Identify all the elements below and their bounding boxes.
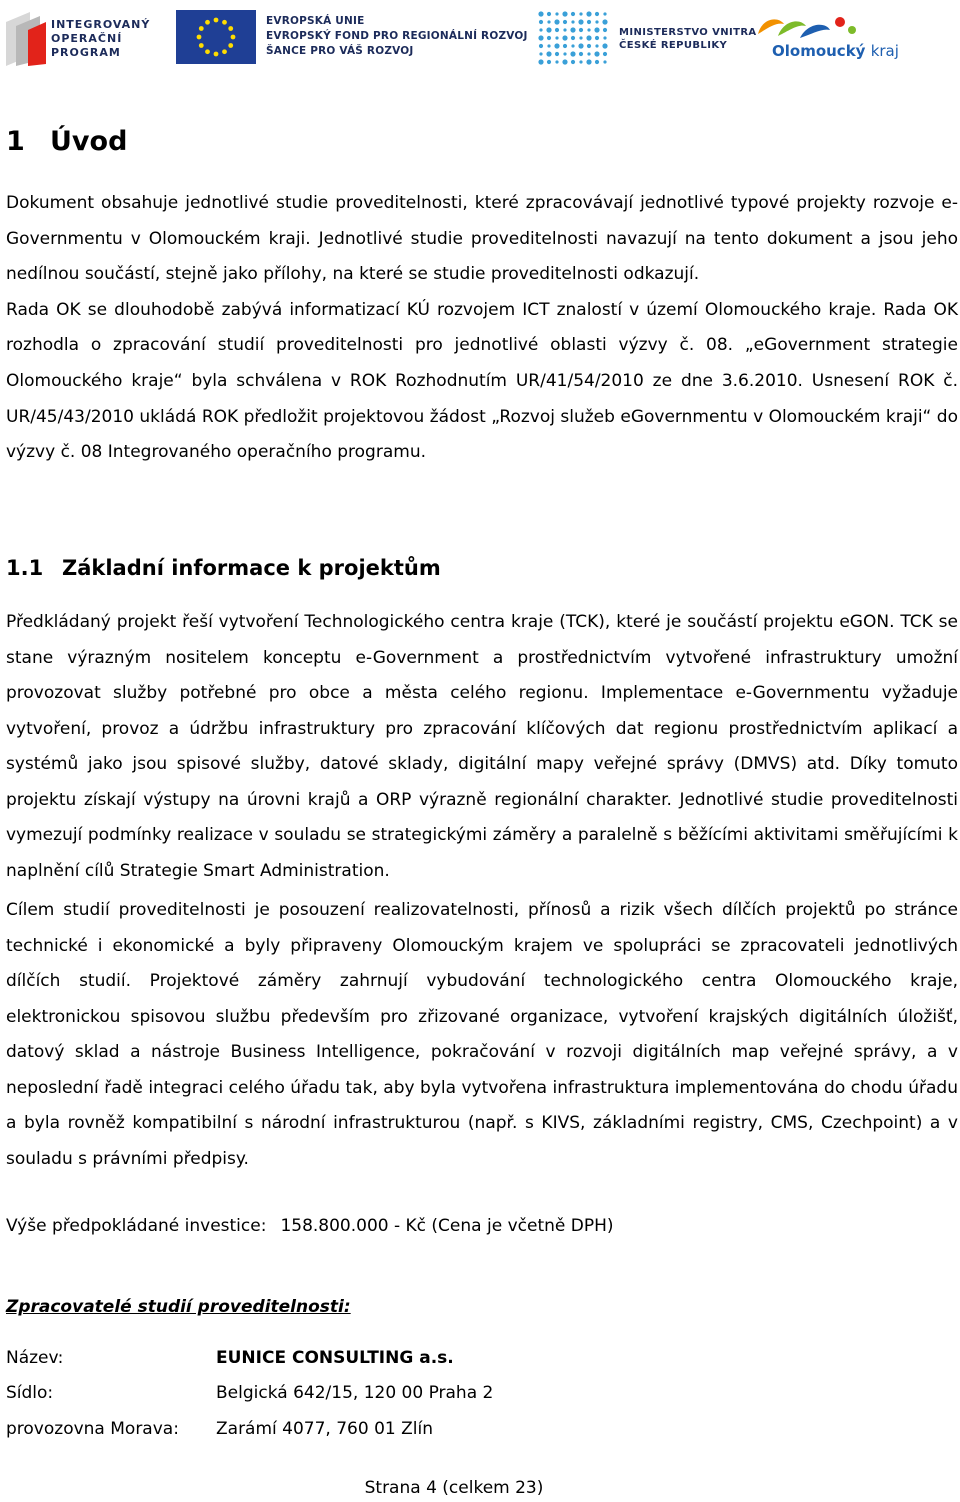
mv-dot-icon — [563, 28, 566, 31]
olomoucky-kraj-logo-text: Olomoucký kraj — [772, 42, 899, 60]
mv-dot-icon — [587, 52, 590, 55]
olomoucky-kraj-emblem-icon — [748, 12, 898, 46]
mv-dot-icon — [555, 36, 558, 39]
iop-logo-icon — [6, 12, 46, 66]
mv-dot-icon — [555, 52, 559, 56]
investment-value: 158.800.000 - Kč (Cena je včetně DPH) — [280, 1216, 614, 1236]
processors-heading: Zpracovatelé studií proveditelnosti: — [6, 1297, 351, 1317]
mv-dot-icon — [539, 28, 542, 31]
iop-logo-text: INTEGROVANÝ OPERAČNÍ PROGRAM — [51, 18, 151, 59]
eu-star-icon — [205, 49, 210, 54]
processor-name-row — [6, 1348, 454, 1368]
eu-star-icon — [222, 49, 227, 54]
iop-logo — [6, 10, 156, 64]
mv-dot-icon — [586, 35, 591, 40]
mv-dot-icon — [539, 20, 543, 24]
investment-label: Výše předpokládané investice: — [6, 1216, 267, 1236]
mv-dot-icon — [555, 60, 558, 63]
mv-dot-icon — [603, 12, 606, 15]
mv-dot-icon — [603, 36, 606, 39]
mv-dot-icon — [562, 59, 567, 64]
mv-dot-icon — [539, 44, 543, 48]
mv-dot-icon — [595, 44, 598, 47]
section-1-body — [6, 186, 958, 471]
mv-dot-icon — [554, 19, 559, 24]
mv-dot-icon — [547, 44, 550, 47]
paragraph: Dokument obsahuje jednotlivé studie proveditelnosti, které zpracovávají jednotlivé typové projekty rozvoje e-Governmentu v Olomouckém kraji. Jednotlivé studie proveditelnosti navazují na tento dokument a jsou jeho nedílnou součástí, stejně jako přílohy, na které se studie proveditelnosti odkazují. — [6, 193, 958, 285]
mv-dot-icon — [570, 27, 575, 32]
page-footer: Strana 4 (celkem 23) — [364, 1478, 544, 1498]
mv-dot-icon — [546, 51, 551, 56]
paragraph: Rada OK se dlouhodobě zabývá informatizací KÚ rozvojem ICT znalostí v území Olomouckého kraje. Rada OK rozhodla o zpracování studií proveditelnosti pro jednotlivé oblasti výzvy č. 08. „eGovernment strategie Olomouckého kraje“ byla schválena v ROK Rozhodnutím UR/41/54/2010 ze dne 3.6.2010. Usnesení ROK č. UR/45/43/2010 ukládá ROK předložit projektovou žádost „Rozvoj služeb eGovernmentu v Olomouckém kraji“ do výzvy č. 08 Integrovaného operačního programu. — [6, 299, 958, 463]
eu-star-icon — [197, 35, 202, 40]
mv-dot-icon — [579, 28, 583, 32]
olomoucky-kraj-logo — [748, 12, 898, 68]
mv-dot-icon — [563, 20, 567, 24]
mv-dot-icon — [547, 36, 551, 40]
eu-star-icon — [199, 43, 204, 48]
mv-dot-icon — [571, 20, 574, 23]
mv-dot-icon — [562, 35, 567, 40]
mv-dot-icon — [563, 44, 567, 48]
mv-logo-text: MINISTERSTVO VNITRA ČESKÉ REPUBLIKY — [619, 27, 757, 51]
section-title: Základní informace k projektům — [62, 556, 441, 580]
paragraph: Cílem studií proveditelnosti je posouzení realizovatelnosti, přínosů a rizik všech dílčích projektů po stránce technické i ekonomické a byly připraveny Olomouckým krajem ve spolupráci se zpracovateli jednotlivých dílčích studií. Projektové záměry zahrnují vybudování technologického centra Olomouckého kraje, elektronickou spisovou službu především pro zřizované organizace, vytvoření krajských digitálních úložišť, datový sklad a nástroje Business Intelligence, pokračování v rozvoji digitálních map veřejné správy, a v neposlední řadě integraci celého úřadu tak, aby byla vytvořena infrastruktura implementována do chodu úřadu a byla rovněž kompatibilní s národní infrastrukturou (např. s KIVS, základními registry, CMS, Czechpoint) a v souladu s právními předpisy. — [6, 900, 958, 1169]
mv-dot-icon — [554, 43, 559, 48]
mv-dot-icon — [587, 44, 591, 48]
mv-dot-icon — [538, 59, 543, 64]
section-1-heading — [6, 126, 127, 157]
mv-dot-icon — [595, 60, 599, 64]
mv-dot-icon — [563, 52, 566, 55]
mv-logo — [537, 10, 757, 66]
eu-star-icon — [205, 20, 210, 25]
section-number: 1.1 — [6, 556, 44, 580]
mv-dot-icon — [603, 52, 607, 56]
mv-dot-icon — [555, 12, 558, 15]
info-value: EUNICE CONSULTING a.s. — [216, 1348, 454, 1368]
mv-dot-icon — [562, 11, 567, 16]
mv-dot-icon — [595, 36, 599, 40]
eu-star-icon — [228, 43, 233, 48]
mv-dot-icon — [595, 20, 598, 23]
mv-dot-icon — [546, 27, 551, 32]
eu-star-icon — [222, 20, 227, 25]
mv-dot-icon — [587, 20, 591, 24]
paragraph: Předkládaný projekt řeší vytvoření Technologického centra kraje (TCK), které je součástí projektu eGON. TCK se stane výrazným nositelem konceptu e-Government a prostřednictvím vytvořené infrastruktury umožní provozovat služby potřebné pro obce a města celého regionu. Implementace e-Governmentu vyžaduje vytvoření, provoz a údržbu infrastruktury pro zpracování klíčových dat regionu prostřednictvím aplikací a systémů jako jsou spisové služby, datové sklady, digitální mapy veřejné správy (DMVS) atd. Díky tomuto projektu získají výstupy na úrovni krajů a ORP výrazně regionální charakter. Jednotlivé studie proveditelnosti vymezují podmínky realizace v souladu se strategickými záměry a paralelně s běžícími aktivitami směřujícími k naplnění cílů Strategie Smart Administration. — [6, 612, 958, 881]
mv-dot-icon — [538, 11, 543, 16]
mv-dot-icon — [603, 60, 606, 63]
mv-dot-icon — [578, 19, 583, 24]
mv-dot-icon — [538, 35, 543, 40]
eu-star-icon — [231, 35, 236, 40]
section-title: Úvod — [50, 126, 128, 157]
header-logo-bar — [0, 4, 960, 70]
eu-logo — [176, 10, 528, 68]
mv-dot-icon — [602, 43, 607, 48]
mv-dots-icon — [537, 10, 609, 66]
mv-dot-icon — [547, 12, 551, 16]
mv-dot-icon — [570, 51, 575, 56]
mv-dot-icon — [586, 59, 591, 64]
mv-dot-icon — [539, 52, 542, 55]
processor-branch-row — [6, 1419, 433, 1439]
investment-line — [6, 1216, 614, 1236]
mv-dot-icon — [579, 12, 582, 15]
eu-logo-text: EVROPSKÁ UNIE EVROPSKÝ FOND PRO REGIONÁLNÍ ROZVOJ ŠANCE PRO VÁŠ ROZVOJ — [266, 15, 528, 57]
mv-dot-icon — [594, 51, 599, 56]
section-number: 1 — [6, 126, 25, 157]
mv-dot-icon — [555, 28, 559, 32]
mv-dot-icon — [579, 36, 582, 39]
mv-dot-icon — [571, 36, 575, 40]
mv-dot-icon — [586, 11, 591, 16]
mv-dot-icon — [602, 19, 607, 24]
mv-dot-icon — [547, 20, 550, 23]
mv-dot-icon — [587, 28, 590, 31]
eu-star-icon — [214, 18, 219, 23]
mv-dot-icon — [579, 60, 582, 63]
processor-seat-row — [6, 1383, 493, 1403]
eu-star-icon — [214, 52, 219, 57]
info-value: Belgická 642/15, 120 00 Praha 2 — [216, 1383, 494, 1403]
mv-dot-icon — [571, 12, 575, 16]
info-label: provozovna Morava: — [6, 1419, 179, 1439]
mv-dot-icon — [603, 28, 607, 32]
eu-star-icon — [228, 26, 233, 31]
info-value: Zarámí 4077, 760 01 Zlín — [216, 1419, 433, 1439]
mv-dot-icon — [571, 44, 574, 47]
info-label: Sídlo: — [6, 1383, 54, 1403]
section-1-1-heading — [6, 556, 441, 580]
mv-dot-icon — [579, 52, 583, 56]
mv-dot-icon — [547, 60, 551, 64]
eu-flag-icon — [176, 10, 256, 64]
mv-dot-icon — [578, 43, 583, 48]
info-label: Název: — [6, 1348, 64, 1368]
mv-dot-icon — [571, 60, 575, 64]
eu-star-icon — [199, 26, 204, 31]
mv-dot-icon — [594, 27, 599, 32]
mv-dot-icon — [595, 12, 599, 16]
